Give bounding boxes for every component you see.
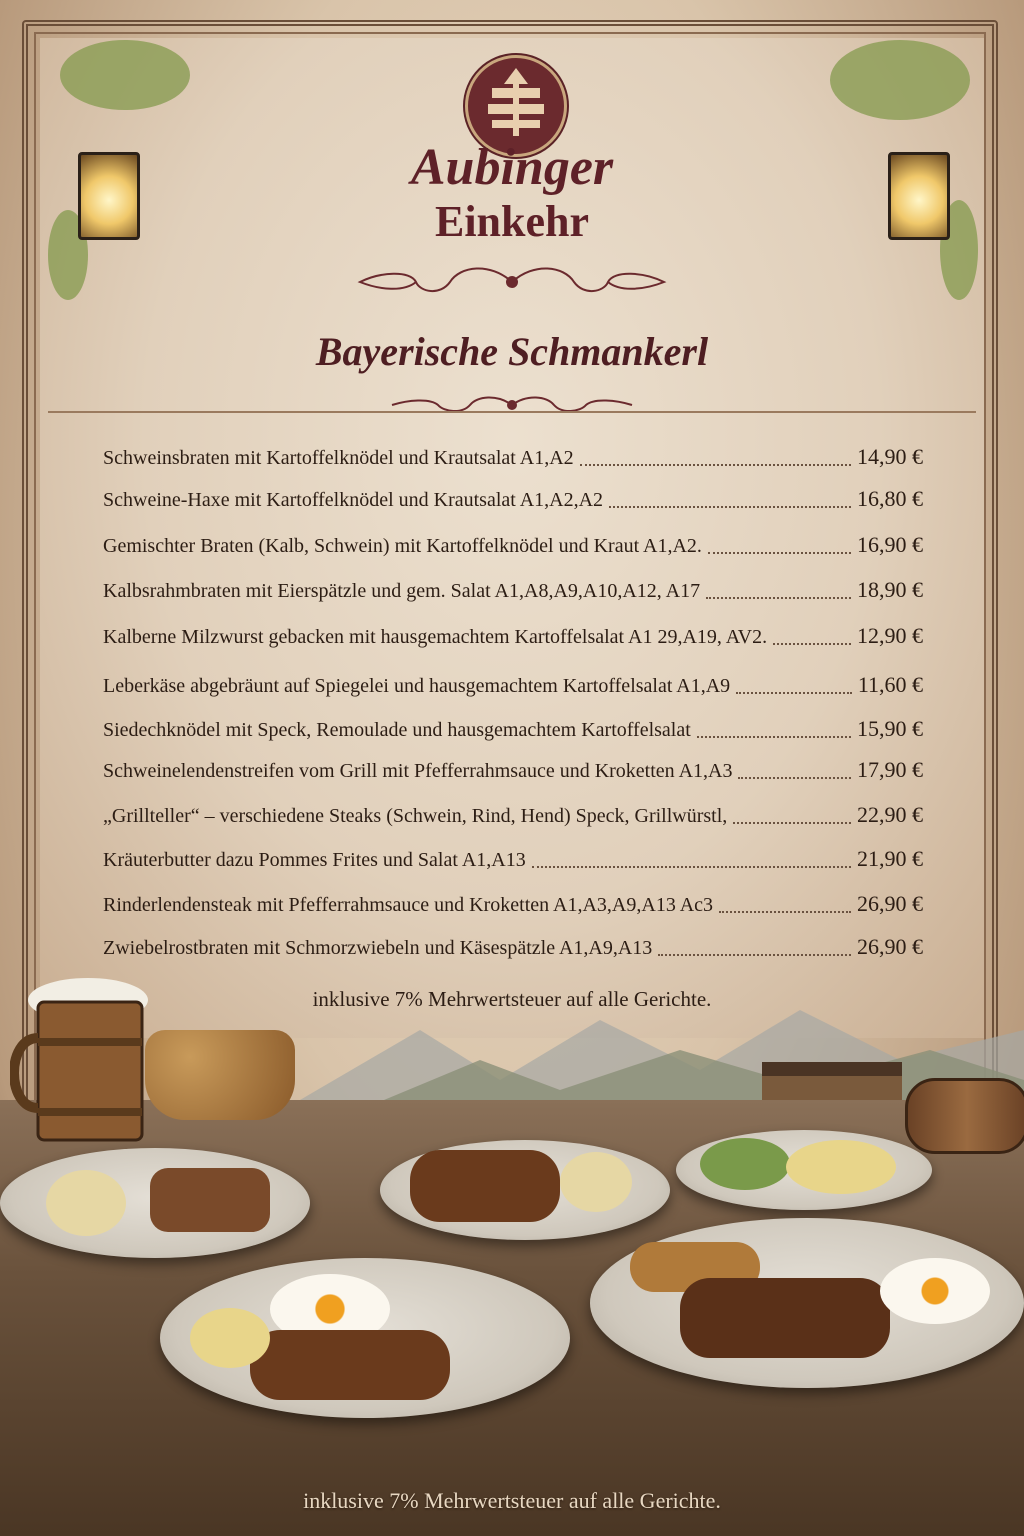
potato-basket xyxy=(145,1030,295,1120)
section-title: Bayerische Schmankerl xyxy=(315,329,709,374)
steak-food xyxy=(250,1330,450,1400)
menu-item-name: Kalbsrahmbraten mit Eierspätzle und gem. Salat A1,A8,A9,A10,A12, A17 xyxy=(103,580,701,602)
leader-dots xyxy=(733,822,851,824)
menu-item-price: 11,60 € xyxy=(857,672,923,697)
menu-item xyxy=(103,577,923,607)
leader-dots xyxy=(580,464,851,466)
leader-dots xyxy=(719,911,851,913)
menu-item-name: Zwiebelrostbraten mit Schmorzwiebeln und Käsespätzle A1,A9,A13 xyxy=(103,937,653,959)
beer-mug-icon xyxy=(10,978,150,1150)
plate-leberkaese xyxy=(160,1258,570,1418)
menu-item-price: 22,90 € xyxy=(857,802,923,827)
tax-note: inklusive 7% Mehrwertsteuer auf alle Gerichte. xyxy=(312,987,712,1011)
hop-vine-left xyxy=(60,40,190,110)
leader-dots xyxy=(736,692,852,694)
salad-food xyxy=(700,1138,790,1190)
plate-steak xyxy=(590,1218,1024,1388)
menu-item-name: Schweinsbraten mit Kartoffelknödel und Krautsalat A1,A2 xyxy=(103,447,574,469)
menu-item-price: 16,80 € xyxy=(857,486,923,511)
plate-haxe xyxy=(380,1140,670,1240)
menu-item-price: 14,90 € xyxy=(857,444,923,469)
menu-item-name: Leberkäse abgebräunt auf Spiegelei und hausgemachtem Kartoffelsalat A1,A9 xyxy=(103,675,731,697)
menu-item xyxy=(103,532,923,562)
hop-vine-right xyxy=(830,40,970,120)
steak-food xyxy=(680,1278,890,1358)
leader-dots xyxy=(532,866,851,868)
plate-salad xyxy=(676,1130,932,1210)
menu-item xyxy=(103,846,923,876)
menu-item xyxy=(103,486,923,516)
menu-item xyxy=(103,672,923,702)
menu-item-price: 18,90 € xyxy=(857,577,923,602)
ornament-divider-top xyxy=(320,262,704,302)
menu-item xyxy=(103,623,923,653)
leader-dots xyxy=(609,506,851,508)
leader-dots xyxy=(738,777,851,779)
menu-item-name: Schweine-Haxe mit Kartoffelknödel und Krautsalat A1,A2,A2 xyxy=(103,489,604,511)
leader-dots xyxy=(706,597,851,599)
menu-item-price: 26,90 € xyxy=(857,891,923,916)
menu-item-name: Kalberne Milzwurst gebacken mit hausgemachtem Kartoffelsalat A1 29,A19, AV2. xyxy=(103,626,768,648)
menu-item-price: 15,90 € xyxy=(857,716,923,741)
menu-item-price: 16,90 € xyxy=(857,532,923,557)
divider-line xyxy=(48,411,976,413)
leader-dots xyxy=(697,736,851,738)
brand-name-line2: Einkehr xyxy=(434,197,590,246)
menu-item-price: 26,90 € xyxy=(857,934,923,959)
menu-item xyxy=(103,444,923,474)
menu-item xyxy=(103,891,923,921)
menu-item xyxy=(103,757,923,787)
haxe-food xyxy=(410,1150,560,1222)
menu-item xyxy=(103,716,923,746)
plate-schweinsbraten xyxy=(0,1148,310,1258)
dumpling-food xyxy=(560,1152,632,1212)
menu-item-name: Schweinelendenstreifen vom Grill mit Pfefferrahmsauce und Kroketten A1,A3 xyxy=(103,760,733,782)
brand-name-line1: Aubinger xyxy=(410,139,614,196)
menu-item-price: 21,90 € xyxy=(857,846,923,871)
menu-item-name: Kräuterbutter dazu Pommes Frites und Salat A1,A13 xyxy=(103,849,526,871)
fried-egg-food xyxy=(880,1258,990,1324)
leader-dots xyxy=(773,643,851,645)
menu-item-name: „Grillteller“ – verschiedene Steaks (Schwein, Rind, Hend) Speck, Grillwürstl, xyxy=(103,805,728,827)
menu-item-name: Siedechknödel mit Speck, Remoulade und hausgemachtem Kartoffelsalat xyxy=(103,719,691,741)
menu-item-name: Gemischter Braten (Kalb, Schwein) mit Kartoffelknödel und Kraut A1,A2. xyxy=(103,535,702,557)
spaetzle-food xyxy=(786,1140,896,1194)
menu-item-price: 12,90 € xyxy=(857,623,923,648)
barrel-icon xyxy=(905,1078,1024,1154)
ornament-divider-bottom xyxy=(372,392,652,418)
spaetzle-food xyxy=(190,1308,270,1368)
footer-tax-note: inklusive 7% Mehrwertsteuer auf alle Gerichte. xyxy=(303,1488,721,1513)
leader-dots xyxy=(658,954,851,956)
roast-food xyxy=(150,1168,270,1232)
menu-item xyxy=(103,934,923,964)
menu-item-price: 17,90 € xyxy=(857,757,923,782)
leader-dots xyxy=(708,552,851,554)
dumpling-food xyxy=(46,1170,126,1236)
menu-item xyxy=(103,802,923,832)
menu-item-name: Rinderlendensteak mit Pfefferrahmsauce und Kroketten A1,A3,A9,A13 Ac3 xyxy=(103,894,714,916)
